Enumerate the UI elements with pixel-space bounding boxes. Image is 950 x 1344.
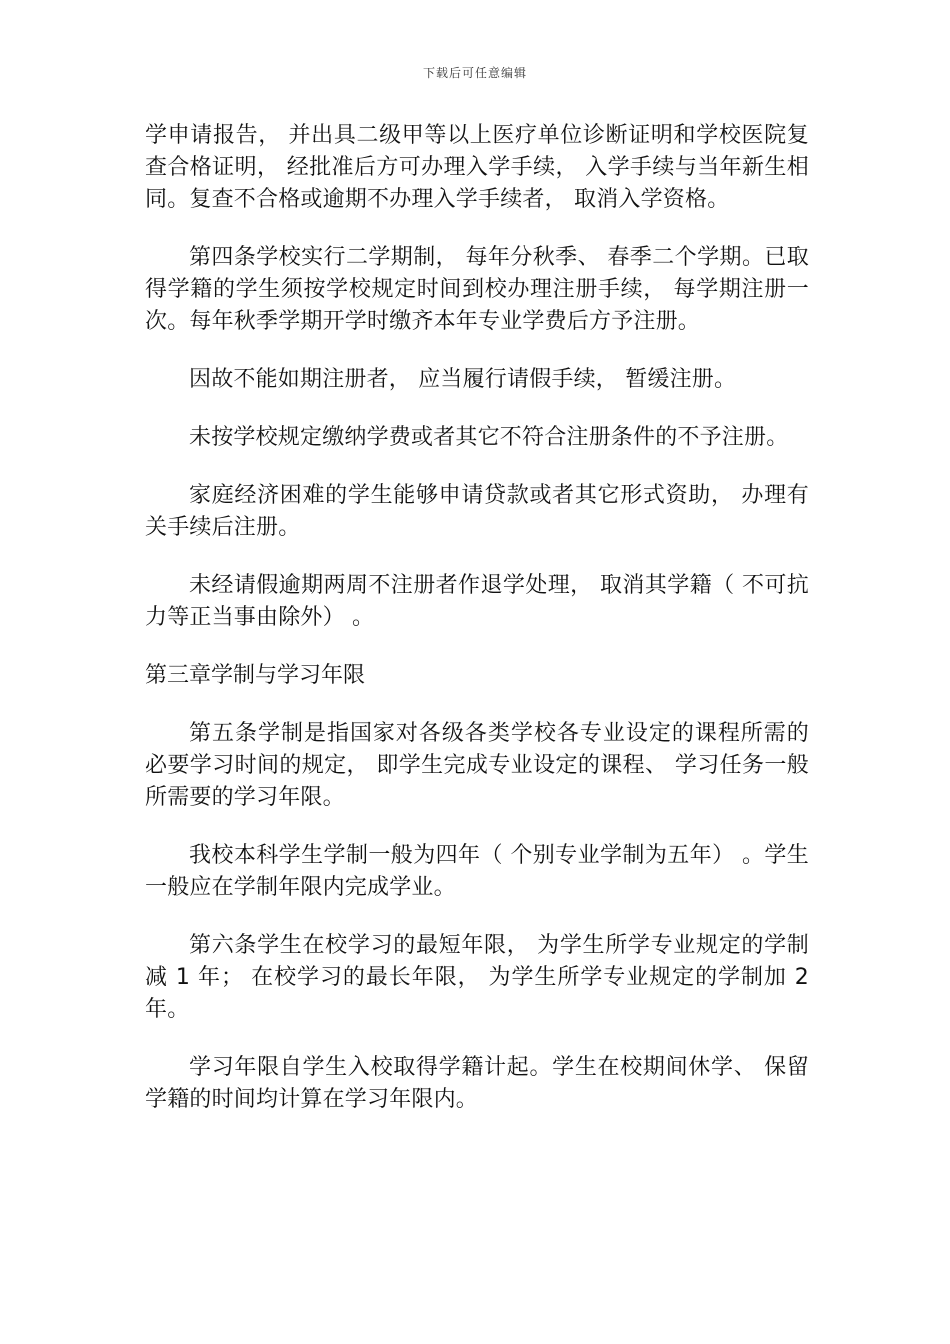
chapter-heading: 第三章学制与学习年限 [145,663,366,688]
paragraph-article-5: 第五条学制是指国家对各级各类学校各专业设定的课程所需的必要学习时间的规定， 即学生完成专业设定的课程、 学习任务一般所需要的学习年限。 [145,721,809,810]
paragraph-article-6: 第六条学生在校学习的最短年限， 为学生所学专业规定的学制减 1 年； 在校学习的最长年限， 为学生所学专业规定的学制加 2 年。 [145,933,809,1022]
paragraph-article-4: 第四条学校实行二学期制， 每年分秋季、 春季二个学期。已取得学籍的学生须按学校规定时间到校办理注册手续， 每学期注册一次。每年秋季学期开学时缴齐本年专业学费后方予注册。 [145,245,809,334]
paragraph-study-years: 学习年限自学生入校取得学籍计起。学生在校期间休学、 保留学籍的时间均计算在学习年限内。 [145,1055,809,1112]
paragraph-undergraduate-duration: 我校本科学生学制一般为四年（ 个别专业学制为五年） 。学生一般应在学制年限内完成学业。 [145,843,809,900]
document-body [145,120,809,1142]
paragraph-withdrawal: 未经请假逾期两周不注册者作退学处理， 取消其学籍（ 不可抗力等正当事由除外） 。 [145,573,809,630]
header-note: 下载后可任意编辑 [422,66,527,80]
paragraph-financial-aid: 家庭经济困难的学生能够申请贷款或者其它形式资助， 办理有关手续后注册。 [145,483,809,540]
paragraph-continuation: 学申请报告， 并出具二级甲等以上医疗单位诊断证明和学校医院复查合格证明， 经批准后方可办理入学手续， 入学手续与当年新生相同。复查不合格或逾期不办理入学手续者， 取消入学资格。 [145,123,809,212]
paragraph-deferred-registration: 因故不能如期注册者， 应当履行请假手续， 暂缓注册。 [189,367,737,392]
paragraph-no-registration: 未按学校规定缴纳学费或者其它不符合注册条件的不予注册。 [189,425,789,450]
